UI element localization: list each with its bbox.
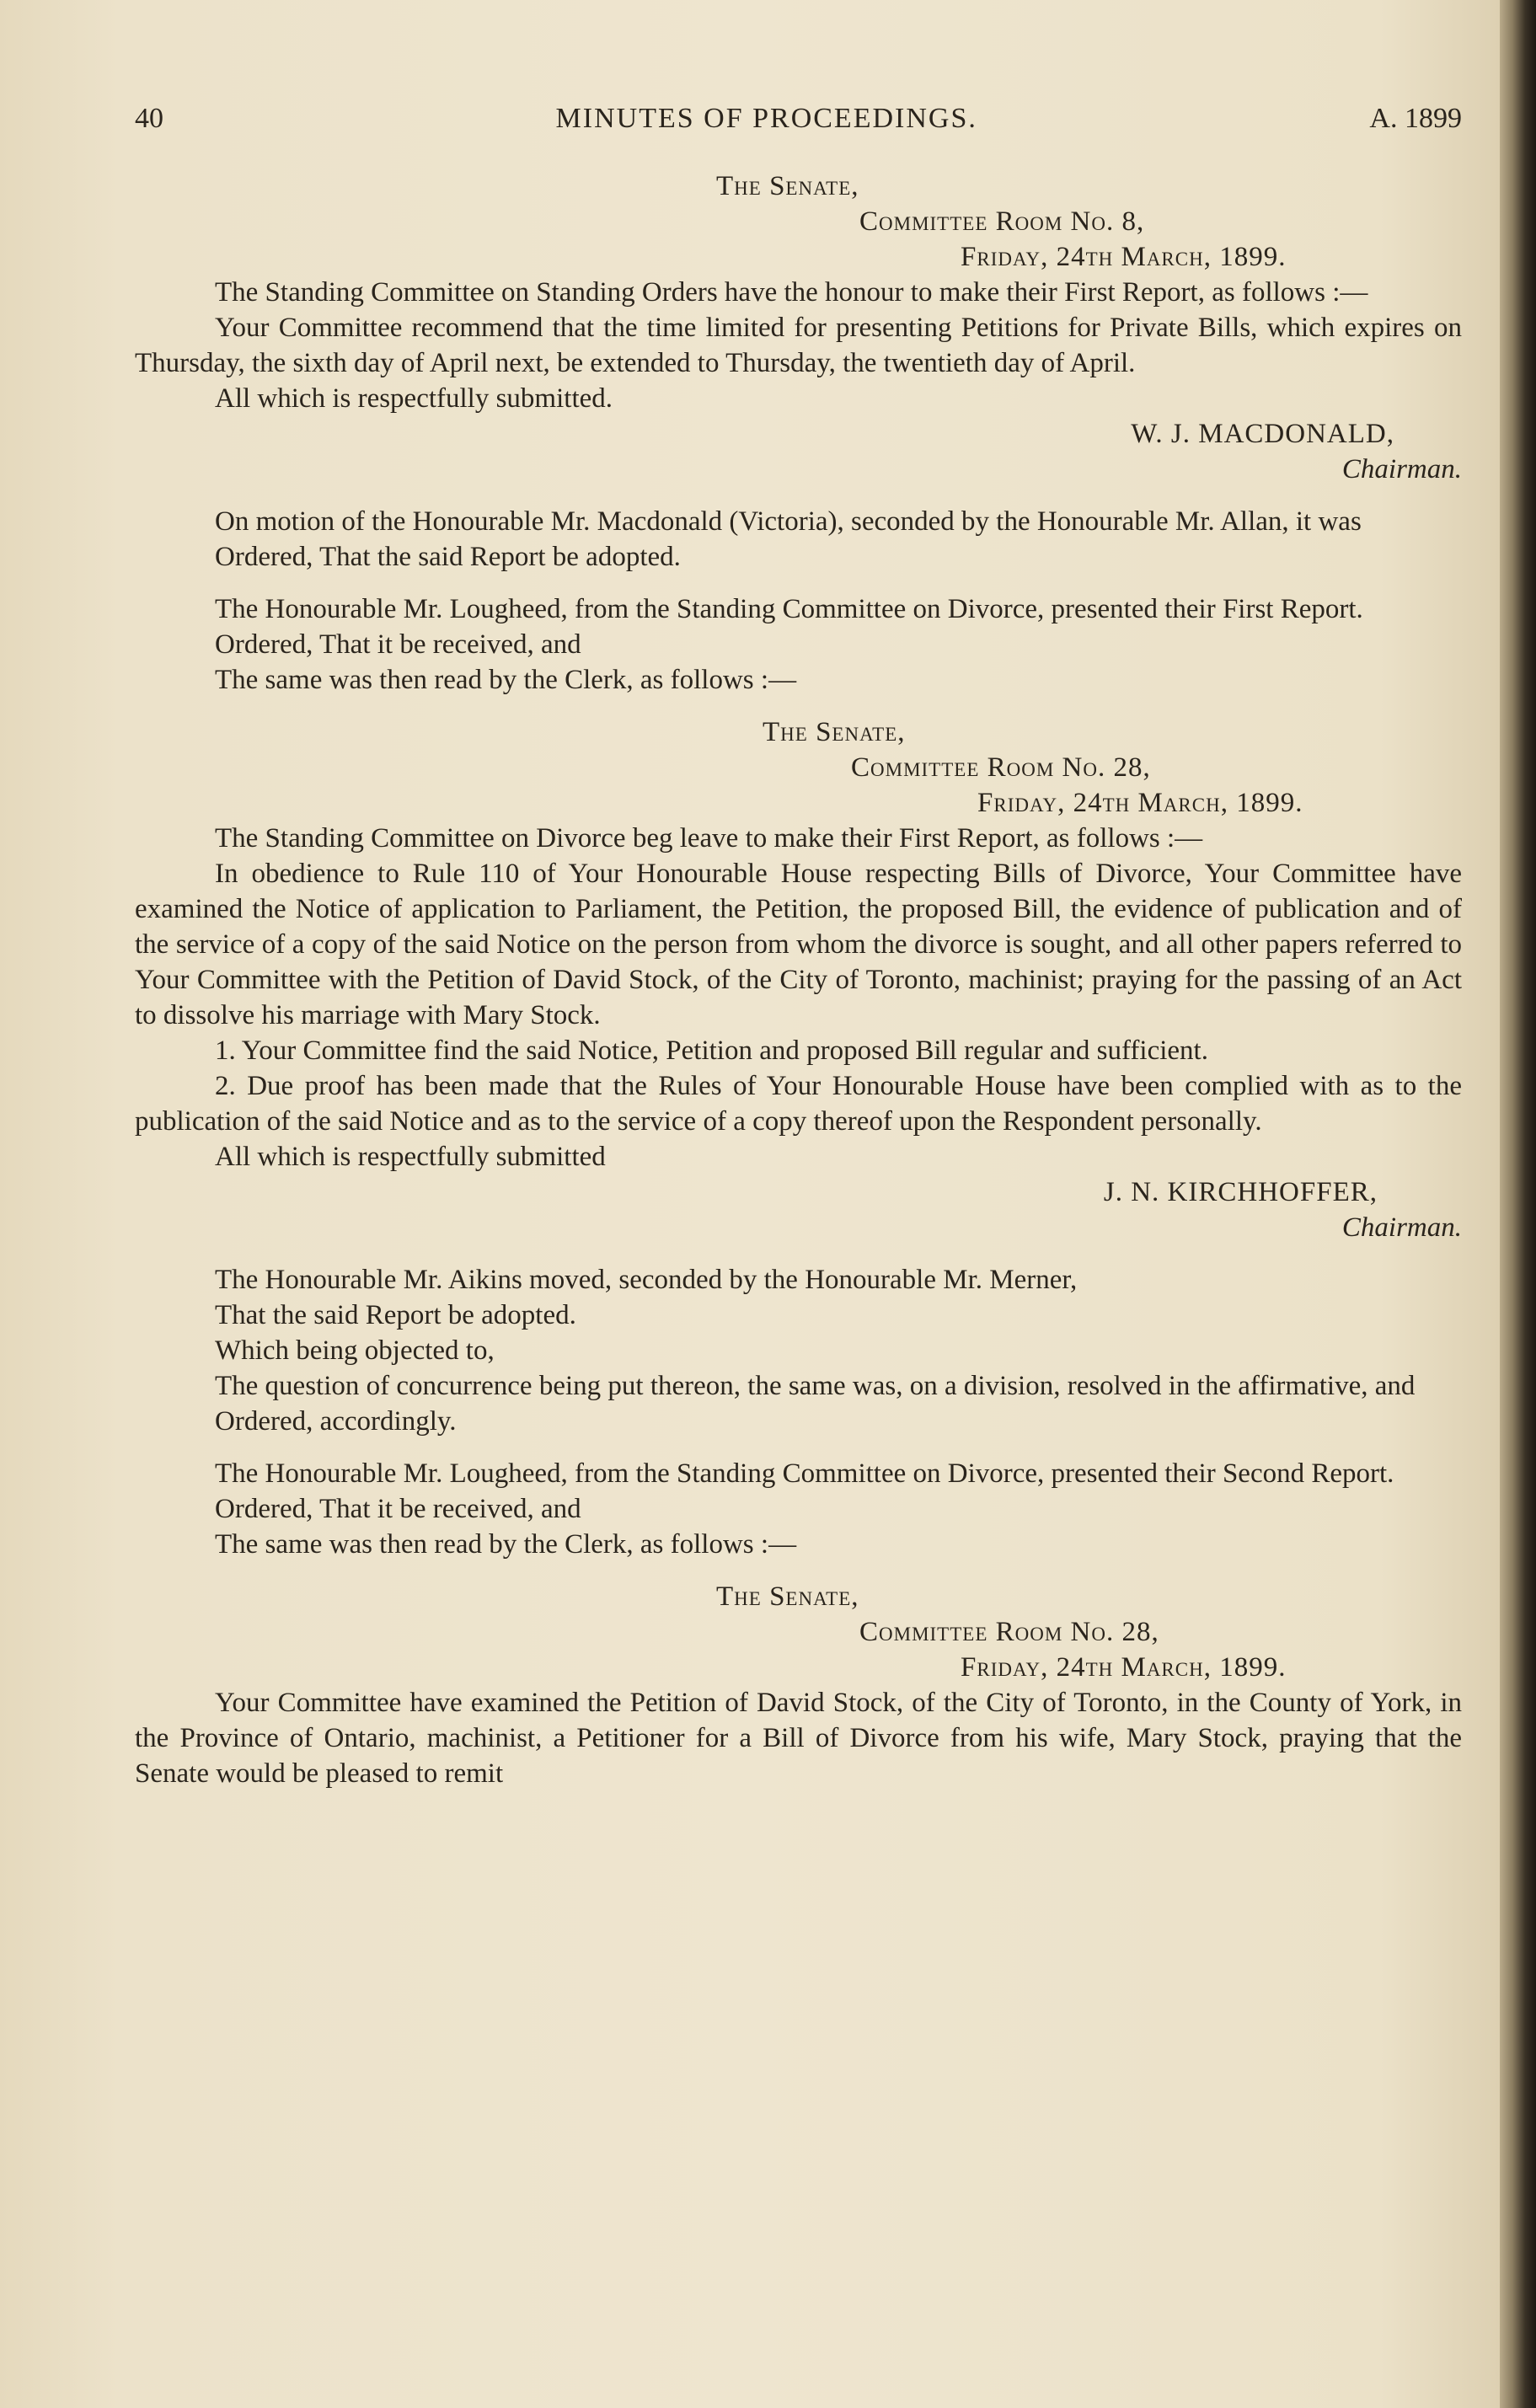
signer-name: J. N. KIRCHHOFFER, xyxy=(1103,1177,1378,1207)
address-date: Friday, 24th March, 1899. xyxy=(961,242,1287,272)
book-spine-edge xyxy=(1500,0,1536,2408)
standing-orders-report xyxy=(135,169,1462,487)
signer-name: W. J. MACDONALD, xyxy=(1131,419,1394,449)
motion-adopt-divorce xyxy=(135,1262,1462,1439)
paragraph: In obedience to Rule 110 of Your Honourable House respecting Bills of Divorce, Your Committee have examined the Notice of application to Parliament, the Petition, the proposed Bill, the evidence of publication and of the service of a copy of the said Notice on the person from whom the divorce is sought, and all other papers referred to Your Committee with the Petition of David Stock, of the City of Toronto, machinist; praying for the passing of an Act to dissolve his marriage with Mary Stock. xyxy=(135,859,1462,1030)
document-body xyxy=(135,101,1462,1791)
address-date: Friday, 24th March, 1899. xyxy=(977,788,1303,818)
divorce-second-presentation xyxy=(135,1456,1462,1562)
paragraph: All which is respectfully submitted xyxy=(215,1142,606,1172)
address-senate: The Senate, xyxy=(716,1581,859,1612)
page-number: 40 xyxy=(135,103,163,134)
paragraph: Ordered, That it be received, and xyxy=(215,1494,581,1524)
motion-adopt-first xyxy=(135,504,1462,575)
address-date: Friday, 24th March, 1899. xyxy=(961,1652,1287,1683)
header-year: A. 1899 xyxy=(1369,103,1462,134)
paragraph: Ordered, That the said Report be adopted. xyxy=(215,542,681,572)
paragraph: The Honourable Mr. Lougheed, from the Standing Committee on Divorce, presented their Second Report. xyxy=(215,1458,1394,1489)
paragraph: Your Committee have examined the Petition of David Stock, of the City of Toronto, in the County of York, in the Province of Ontario, machinist, a Petitioner for a Bill of Divorce from his wife, Mary Stock, praying that the Senate would be pleased to remit xyxy=(135,1688,1462,1789)
paragraph: 2. Due proof has been made that the Rules of Your Honourable House have been complied with as to the publication of the said Notice and as to the service of a copy thereof upon the Respondent personally. xyxy=(135,1071,1462,1137)
paragraph: The Standing Committee on Divorce beg leave to make their First Report, as follows :— xyxy=(215,823,1203,854)
paragraph: Your Committee recommend that the time limited for presenting Petitions for Private Bills, which expires on Thursday, the sixth day of April next, be extended to Thursday, the twentieth day of April. xyxy=(135,313,1462,378)
divorce-second-report xyxy=(135,1579,1462,1791)
paragraph: That the said Report be adopted. xyxy=(215,1300,576,1330)
address-senate: The Senate, xyxy=(763,717,906,747)
signer-title: Chairman. xyxy=(1341,454,1462,484)
running-header xyxy=(135,101,1462,152)
address-room: Committee Room No. 8, xyxy=(859,206,1145,237)
paragraph: The question of concurrence being put thereon, the same was, on a division, resolved in the affirmative, and xyxy=(215,1371,1416,1401)
divorce-first-report xyxy=(135,714,1462,1245)
paragraph: All which is respectfully submitted. xyxy=(215,383,613,414)
paragraph: Which being objected to, xyxy=(215,1335,495,1366)
address-room: Committee Room No. 28, xyxy=(859,1617,1159,1647)
address-room: Committee Room No. 28, xyxy=(851,752,1151,783)
paragraph: The Honourable Mr. Lougheed, from the Standing Committee on Divorce, presented their First Report. xyxy=(215,594,1363,624)
paragraph: 1. Your Committee find the said Notice, Petition and proposed Bill regular and sufficient. xyxy=(215,1035,1208,1066)
signer-title: Chairman. xyxy=(1341,1212,1462,1243)
paragraph: The Standing Committee on Standing Orders have the honour to make their First Report, as follows :— xyxy=(215,277,1368,308)
paragraph: On motion of the Honourable Mr. Macdonald (Victoria), seconded by the Honourable Mr. Allan, it was xyxy=(215,506,1362,537)
paragraph: The Honourable Mr. Aikins moved, seconded by the Honourable Mr. Merner, xyxy=(215,1265,1078,1295)
paragraph: The same was then read by the Clerk, as follows :— xyxy=(215,665,797,695)
header-title: MINUTES OF PROCEEDINGS. xyxy=(555,103,977,134)
divorce-first-presentation xyxy=(135,591,1462,698)
address-senate: The Senate, xyxy=(716,171,859,201)
paragraph: Ordered, That it be received, and xyxy=(215,629,581,660)
paragraph: Ordered, accordingly. xyxy=(215,1406,457,1437)
paragraph: The same was then read by the Clerk, as follows :— xyxy=(215,1529,797,1560)
